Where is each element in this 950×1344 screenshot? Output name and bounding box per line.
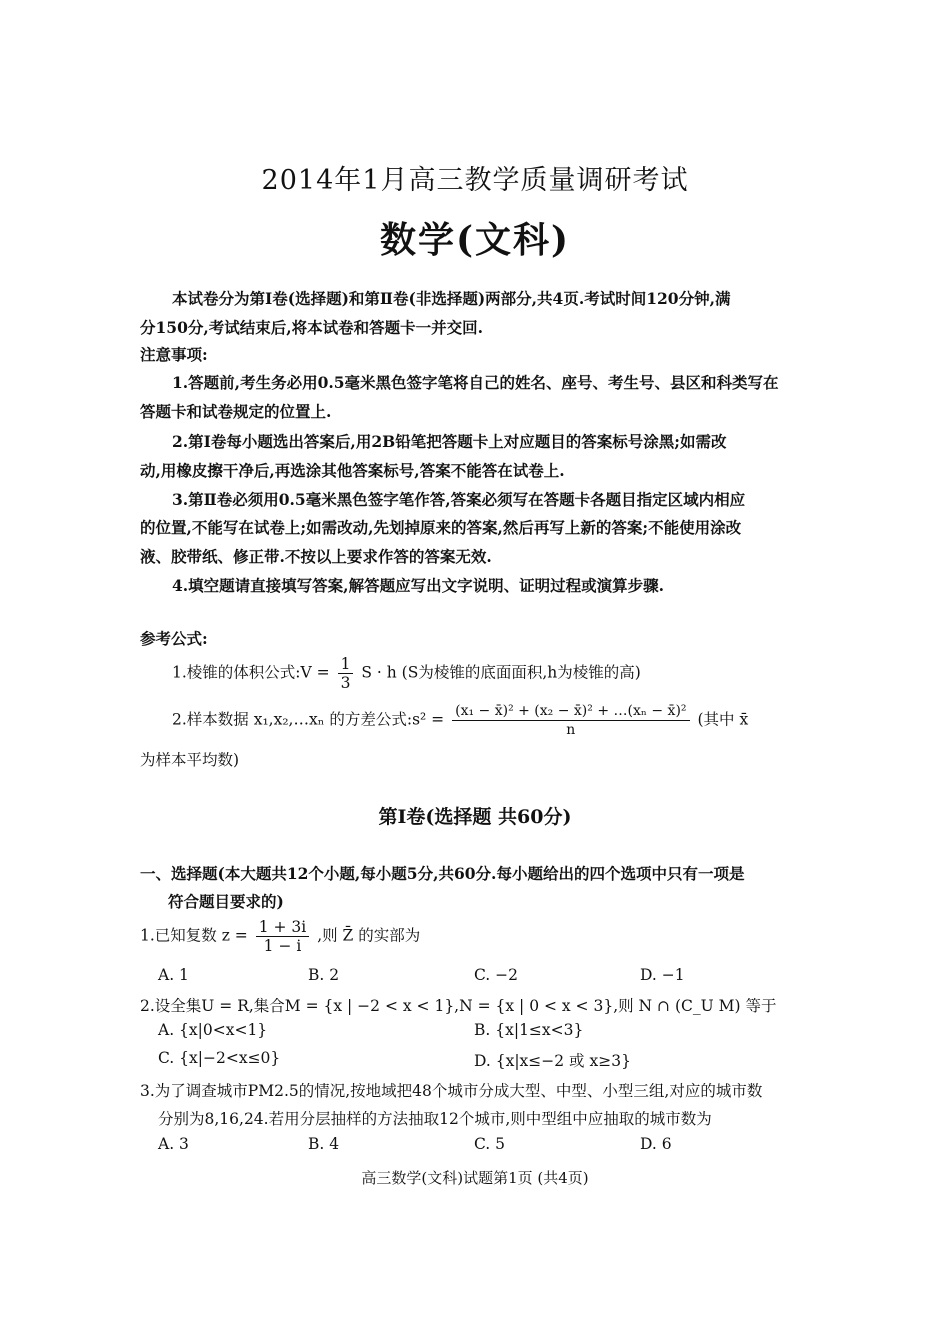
formula-volume-prefix: 1.棱锥的体积公式:V = — [172, 663, 330, 682]
option-d: D. 6 — [640, 1135, 672, 1153]
section-title: 第Ⅰ卷(选择题 共60分) — [378, 806, 572, 828]
formula-variance-suffix: (其中 x̄ — [697, 710, 749, 729]
formula-variance — [172, 702, 748, 739]
question-1 — [140, 918, 420, 955]
fraction-one-third — [338, 655, 354, 692]
section-heading-1: 一、选择题(本大题共12个小题,每小题5分,共60分.每小题给出的四个选项中只有一项是 — [140, 864, 745, 883]
question-1-fraction — [256, 918, 310, 955]
question-2: 2.设全集U = R,集合M = {x | −2 < x < 1},N = {x | 0 < x < 3},则 N ∩ (C_U M) 等于 — [140, 997, 777, 1015]
fraction-numerator: 1 + 3i — [256, 918, 310, 937]
note-line: 2.第Ⅰ卷每小题选出答案后,用2B铅笔把答题卡上对应题目的答案标号涂黑;如需改 — [172, 432, 727, 451]
option-c: C. −2 — [474, 966, 519, 984]
note-line: 的位置,不能写在试卷上;如需改动,先划掉原来的答案,然后再写上新的答案;不能使用涂改 — [140, 518, 742, 537]
intro-line-1: 本试卷分为第Ⅰ卷(选择题)和第Ⅱ卷(非选择题)两部分,共4页.考试时间120分钟,满 — [172, 289, 731, 308]
fraction-denominator: 1 − i — [263, 937, 302, 955]
note-line: 4.填空题请直接填写答案,解答题应写出文字说明、证明过程或演算步骤. — [172, 576, 664, 595]
formula-volume-suffix: S · h (S为棱锥的底面面积,h为棱锥的高) — [361, 663, 641, 682]
note-line: 3.第Ⅱ卷必须用0.5毫米黑色签字笔作答,答案必须写在答题卡各题目指定区域内相应 — [172, 490, 746, 509]
question-3-line-2: 分别为8,16,24.若用分层抽样的方法抽取12个城市,则中型组中应抽取的城市数为 — [158, 1110, 712, 1128]
formula-variance-prefix: 2.样本数据 x₁,x₂,…xₙ 的方差公式:s² = — [172, 710, 445, 729]
fraction-numerator: 1 — [338, 655, 354, 674]
question-1-suffix: ,则 Z̄ 的实部为 — [317, 926, 421, 945]
option-c: C. {x|−2<x≤0} — [158, 1049, 281, 1067]
formulas-heading: 参考公式: — [140, 629, 208, 648]
question-3-line-1: 3.为了调查城市PM2.5的情况,按地域把48个城市分成大型、中型、小型三组,对应的城市数 — [140, 1082, 763, 1100]
formula-volume — [172, 655, 641, 692]
page-footer: 高三数学(文科)试题第1页 (共4页) — [361, 1169, 589, 1187]
note-line: 动,用橡皮擦干净后,再选涂其他答案标号,答案不能答在试卷上. — [140, 461, 565, 480]
subject-title: 数学(文科) — [379, 219, 571, 261]
exam-title: 2014年1月高三教学质量调研考试 — [261, 165, 689, 196]
option-d: D. −1 — [640, 966, 685, 984]
option-b: B. {x|1≤x<3} — [474, 1021, 584, 1039]
fraction-denominator: n — [566, 722, 576, 738]
option-a: A. {x|0<x<1} — [158, 1021, 268, 1039]
option-a: A. 3 — [158, 1135, 189, 1153]
option-a: A. 1 — [158, 966, 189, 984]
option-b: B. 4 — [308, 1135, 340, 1153]
variance-fraction — [452, 702, 689, 739]
note-line: 液、胶带纸、修正带.不按以上要求作答的答案无效. — [140, 547, 492, 566]
intro-line-2: 分150分,考试结束后,将本试卷和答题卡一并交回. — [140, 318, 484, 337]
fraction-numerator: (x₁ − x̄)² + (x₂ − x̄)² + …(xₙ − x̄)² — [452, 702, 689, 721]
section-heading-2: 符合题目要求的) — [168, 892, 284, 911]
note-line: 1.答题前,考生务必用0.5毫米黑色签字笔将自己的姓名、座号、考生号、县区和科类写在 — [172, 373, 779, 392]
formula-variance-line-2: 为样本平均数) — [140, 751, 240, 769]
option-d: D. {x|x≤−2 或 x≥3} — [474, 1052, 631, 1070]
notes-heading: 注意事项: — [140, 345, 208, 364]
question-1-prefix: 1.已知复数 z = — [140, 926, 248, 945]
note-line: 答题卡和试卷规定的位置上. — [140, 402, 332, 421]
option-c: C. 5 — [474, 1135, 506, 1153]
fraction-denominator: 3 — [340, 674, 351, 692]
option-b: B. 2 — [308, 966, 340, 984]
